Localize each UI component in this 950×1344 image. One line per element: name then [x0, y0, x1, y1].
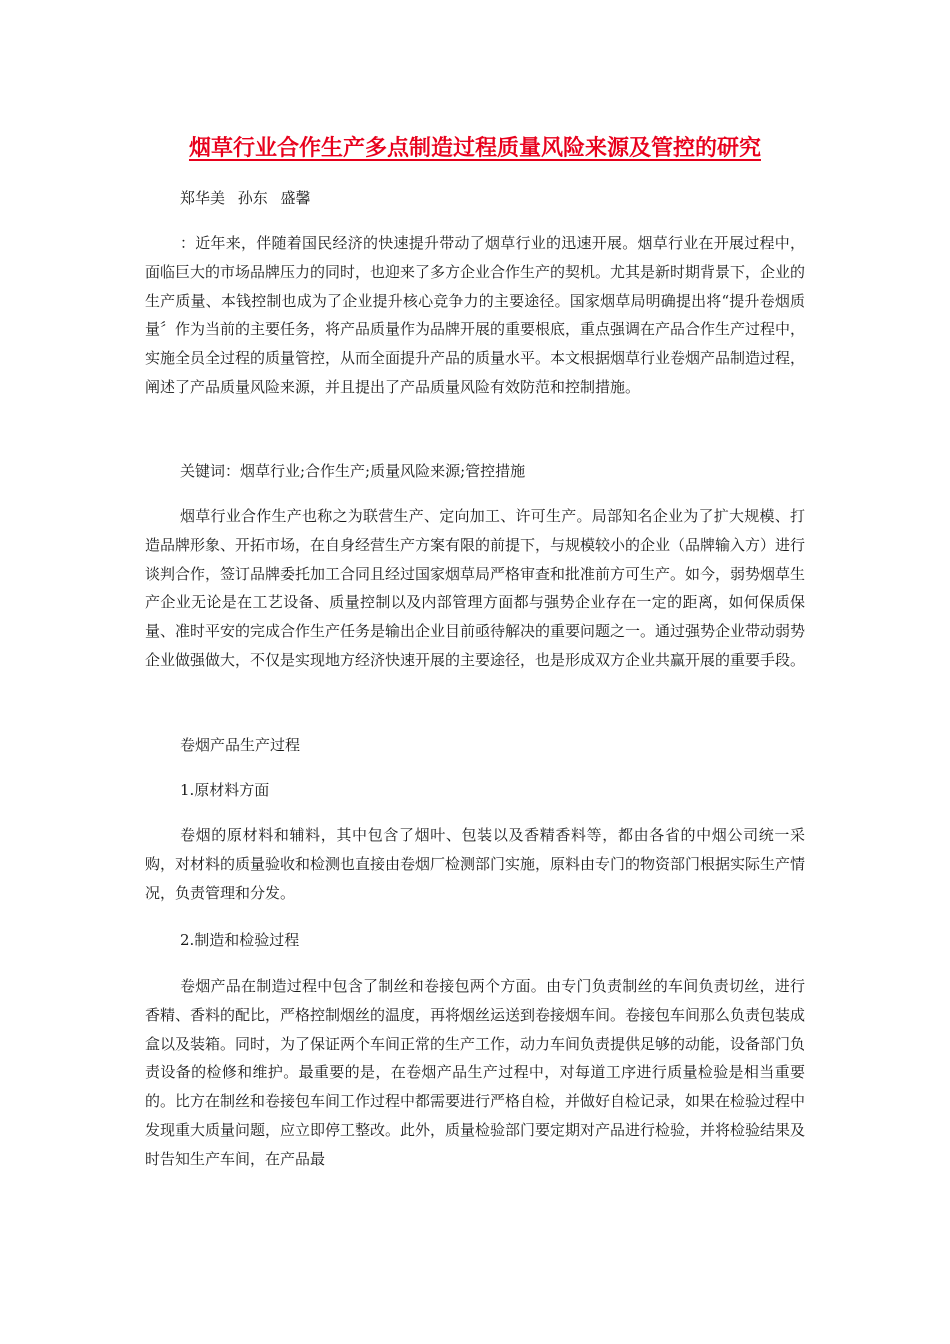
abstract-paragraph: ：近年来，伴随着国民经济的快速提升带动了烟草行业的迅速开展。烟草行业在开展过程中，面临巨大的市场品牌压力的同时，也迎来了多方企业合作生产的契机。尤其是新时期背景下，企业的生产质量、本钱控制也成为了企业提升核心竞争力的主要途径。国家烟草局明确提出将“提升卷烟质量〞作为当前的主要任务，将产品质量作为品牌开展的重要根底，重点强调在产品合作生产过程中，实施全员全过程的质量管控，从而全面提升产品的质量水平。本文根据烟草行业卷烟产品制造过程，阐述了产品质量风险来源，并且提出了产品质量风险有效防范和控制措施。 — [145, 234, 806, 396]
keywords-line: 关键词：烟草行业;合作生产;质量风险来源;管控措施 — [180, 462, 526, 480]
manufacturing-paragraph: 卷烟产品在制造过程中包含了制丝和卷接包两个方面。由专门负责制丝的车间负责切丝，进行香精、香料的配比，严格控制烟丝的温度，再将烟丝运送到卷接烟车间。卷接包车间那么负责包装成盒以及装箱。同时，为了保证两个车间正常的生产工作，动力车间负责提供足够的动能，设备部门负责设备的检修和维护。最重要的是，在卷烟产品生产过程中，对每道工序进行质量检验是相当重要的。比方在制丝和卷接包车间工作过程中都需要进行严格自检，并做好自检记录，如果在检验过程中发现重大质量问题，应立即停工整改。此外，质量检验部门要定期对产品进行检验，并将检验结果及时告知生产车间，在产品最 — [145, 977, 806, 1168]
subsection-heading-raw-materials: 1.原材料方面 — [180, 781, 270, 799]
article-title: 烟草行业合作生产多点制造过程质量风险来源及管控的研究 — [188, 136, 761, 161]
intro-paragraph: 烟草行业合作生产也称之为联营生产、定向加工、许可生产。局部知名企业为了扩大规模、打造品牌形象、开拓市场，在自身经营生产方案有限的前提下，与规模较小的企业（品牌输入方）进行谈判合作，签订品牌委托加工合同且经过国家烟草局严格审查和批准前方可生产。如今，弱势烟草生产企业无论是在工艺设备、质量控制以及内部管理方面都与强势企业存在一定的距离，如何保质保量、准时平安的完成合作生产任务是输出企业目前亟待解决的重要问题之一。通过强势企业带动弱势企业做强做大，不仅是实现地方经济快速开展的主要途径，也是形成双方企业共赢开展的重要手段。 — [145, 507, 806, 669]
subsection-heading-manufacturing: 2.制造和检验过程 — [180, 931, 300, 949]
raw-materials-paragraph: 卷烟的原材料和辅料，其中包含了烟叶、包装以及香精香料等，都由各省的中烟公司统一采购，对材料的质量验收和检测也直接由卷烟厂检测部门实施，原料由专门的物资部门根据实际生产情况，负责管理和分发。 — [145, 826, 806, 902]
article-authors: 郑华美 孙东 盛馨 — [180, 189, 311, 207]
section-heading: 卷烟产品生产过程 — [180, 736, 301, 754]
